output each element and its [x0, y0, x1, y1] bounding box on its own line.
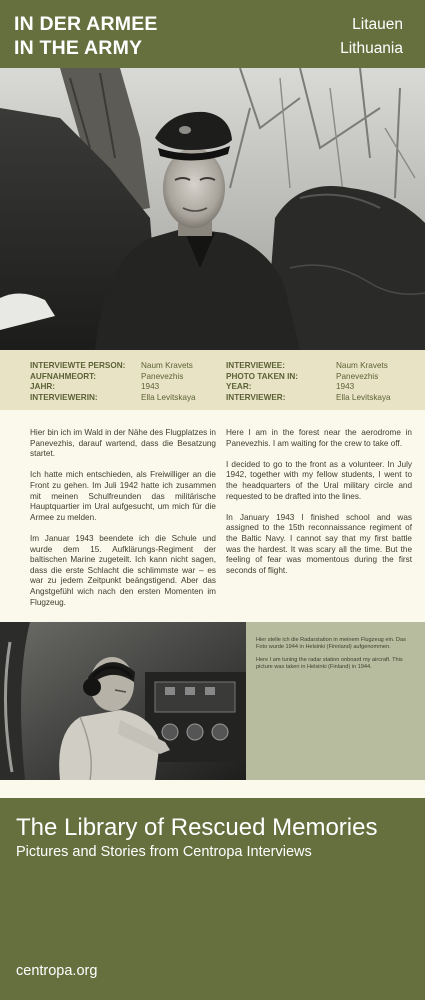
header-banner [0, 0, 425, 68]
info-label: INTERVIEWEE: [226, 361, 285, 370]
info-value: 1943 [336, 382, 355, 391]
interview-info [0, 350, 425, 410]
info-labels-english [226, 361, 331, 403]
place-german: Litauen [352, 16, 403, 33]
info-label: INTERVIEWER: [226, 392, 286, 402]
portrait-photo-image [0, 68, 425, 350]
info-value: Ella Levitskaya [336, 392, 391, 402]
story-paragraph: Here I am in the forest near the aerodrome in Panevezhis. I am waiting for the crew to take off. [226, 428, 412, 448]
info-label: INTERVIEWERIN: [30, 392, 98, 402]
info-value: 1943 [141, 382, 160, 391]
title-english: IN THE ARMY [14, 37, 143, 59]
info-labels-german [30, 361, 140, 403]
title-german: IN DER ARMEE [14, 13, 158, 35]
radar-photo [0, 622, 246, 780]
photo-caption [256, 637, 418, 677]
footer-banner [0, 798, 425, 1000]
place-english: Lithuania [340, 40, 403, 57]
info-label: YEAR: [226, 382, 252, 391]
footer-website: centropa.org [16, 963, 98, 979]
info-value: Naum Kravets [141, 361, 193, 370]
story-paragraph: Ich hatte mich entschieden, als Freiwilliger an die Front zu gehen. Im Juli 1942 hatte ich zusammen mit meinen Schulfreunden das militärische Hauptquartier im Ural aufgesucht, um mich für die Armee zu melden. [30, 470, 216, 522]
info-label: JAHR: [30, 382, 56, 391]
info-value: Panevezhis [141, 371, 184, 381]
footer-subtitle: Pictures and Stories from Centropa Interviews [16, 844, 312, 860]
story-paragraph: Hier bin ich im Wald in der Nähe des Flugplatzes in Panevezhis, darauf wartend, dass die Besatzung startet. [30, 428, 216, 459]
info-label: INTERVIEWTE PERSON: [30, 361, 126, 370]
footer-title: The Library of Rescued Memories [16, 814, 378, 841]
story-text-german [30, 428, 216, 619]
portrait-photo [0, 68, 425, 350]
caption-german: Hier stelle ich die Radarstation in meinem Flugzeug ein. Das Foto wurde 1944 in Helsinki (Finnland) aufgenommen. [256, 637, 406, 651]
story-text-english [226, 428, 412, 587]
header-titles [14, 12, 158, 60]
caption-box [246, 622, 425, 780]
info-value: Ella Levitskaya [141, 392, 196, 402]
info-values-german [141, 361, 221, 403]
radar-photo-image [0, 622, 246, 780]
info-label: AUFNAHMEORT: [30, 371, 96, 381]
header-place [340, 13, 403, 61]
caption-english: Here I am tuning the radar station onboard my aircraft. This picture was taken in Helsinki (Finland) in 1944. [256, 656, 403, 671]
info-value: Panevezhis [336, 371, 379, 381]
info-value: Naum Kravets [336, 361, 388, 370]
story-paragraph: In January 1943 I finished school and was assigned to the 15th reconnaissance regiment of the Baltic Navy. I cannot say that my first battle was the hardest. It was scary all the time. But the feeling of fear was momentous during the first seconds of flight. [226, 512, 412, 575]
info-label: PHOTO TAKEN IN: [226, 371, 299, 381]
story-paragraph: Im Januar 1943 beendete ich die Schule und wurde dem 15. Aufklärungs-Regiment der baltischen Marine zugeteilt. Ich kann nicht sagen, dass die erste Schlacht die schlimmste war – es war zu jedem Zeitpunkt beängstigend. Aber das Angstgefühl wich nach den ersten Momenten im Flugzeug. [30, 533, 216, 607]
info-values-english [336, 361, 416, 403]
story-paragraph: I decided to go to the front as a volunteer. In July 1942, together with my fellow students, I went to the headquarters of the Ural military circle and requested to be drafted into the lines. [226, 459, 412, 501]
